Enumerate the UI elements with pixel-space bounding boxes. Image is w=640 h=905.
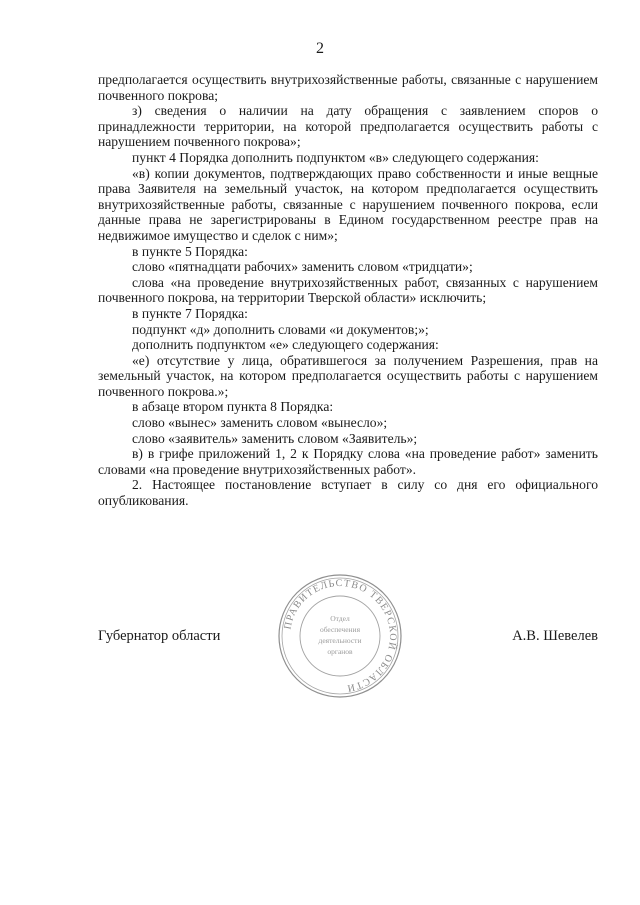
seal-inner-line: деятельности [318,636,362,645]
paragraph: з) сведения о наличии на дату обращения с заявлением споров о принадлежности территории, на которой предполагается осуществить работы с нарушением почвенного покрова»; [98,103,598,150]
seal-inner-line: Отдел [330,614,350,623]
seal-inner-line: органов [327,647,353,656]
paragraph: «в) копии документов, подтверждающих право собственности и иные вещные права Заявителя на земельный участок, на котором предполагается осуществить внутрихозяйственные работы, связанные с нарушением почвенного покрова, если данные права не зарегистрированы в Едином государственном реестре прав на недвижимое имущество и сделок с ним»; [98,165,598,243]
paragraph: слово «пятнадцати рабочих» заменить словом «тридцати»; [132,259,473,275]
signatory-name: А.В. Шевелев [512,628,598,644]
paragraph: в пункте 7 Порядка: [132,305,248,321]
paragraph: предполагается осуществить внутрихозяйственные работы, связанные с нарушением почвенного покрова; [98,72,598,103]
paragraph: подпункт «д» дополнить словами «и документов;»; [132,321,429,337]
paragraph: 2. Настоящее постановление вступает в силу со дня его официального опубликования. [98,477,598,509]
seal-inner-line: обеспечения [319,625,361,634]
paragraph: слова «на проведение внутрихозяйственных работ, связанных с нарушением почвенного покрова, на территории Тверской области» исключить; [98,274,598,306]
paragraph: слово «вынес» заменить словом «вынесло»; [132,415,388,431]
paragraph: пункт 4 Порядка дополнить подпунктом «в» следующего содержания: [132,149,539,165]
paragraph: в пункте 5 Порядка: [132,243,248,259]
paragraph: «е) отсутствие у лица, обратившегося за получением Разрешения, прав на земельный участок, на котором предполагается осуществить работы с нарушением почвенного покрова.»; [98,352,598,399]
signatory-title: Губернатор области [98,628,221,644]
document-body [98,72,598,509]
signature-block [98,628,598,648]
paragraph: дополнить подпунктом «е» следующего содержания: [132,337,439,353]
paragraph: в абзаце втором пункта 8 Порядка: [132,399,334,415]
seal-ring-text: ПРАВИТЕЛЬСТВО ТВЕРСКОЙ ОБЛАСТИ [282,577,399,694]
paragraph: в) в грифе приложений 1, 2 к Порядку слова «на проведение работ» заменить словами «на проведение внутрихозяйственных работ». [98,446,598,477]
page-number: 2 [316,40,324,57]
paragraph: слово «заявитель» заменить словом «Заявитель»; [132,430,418,446]
